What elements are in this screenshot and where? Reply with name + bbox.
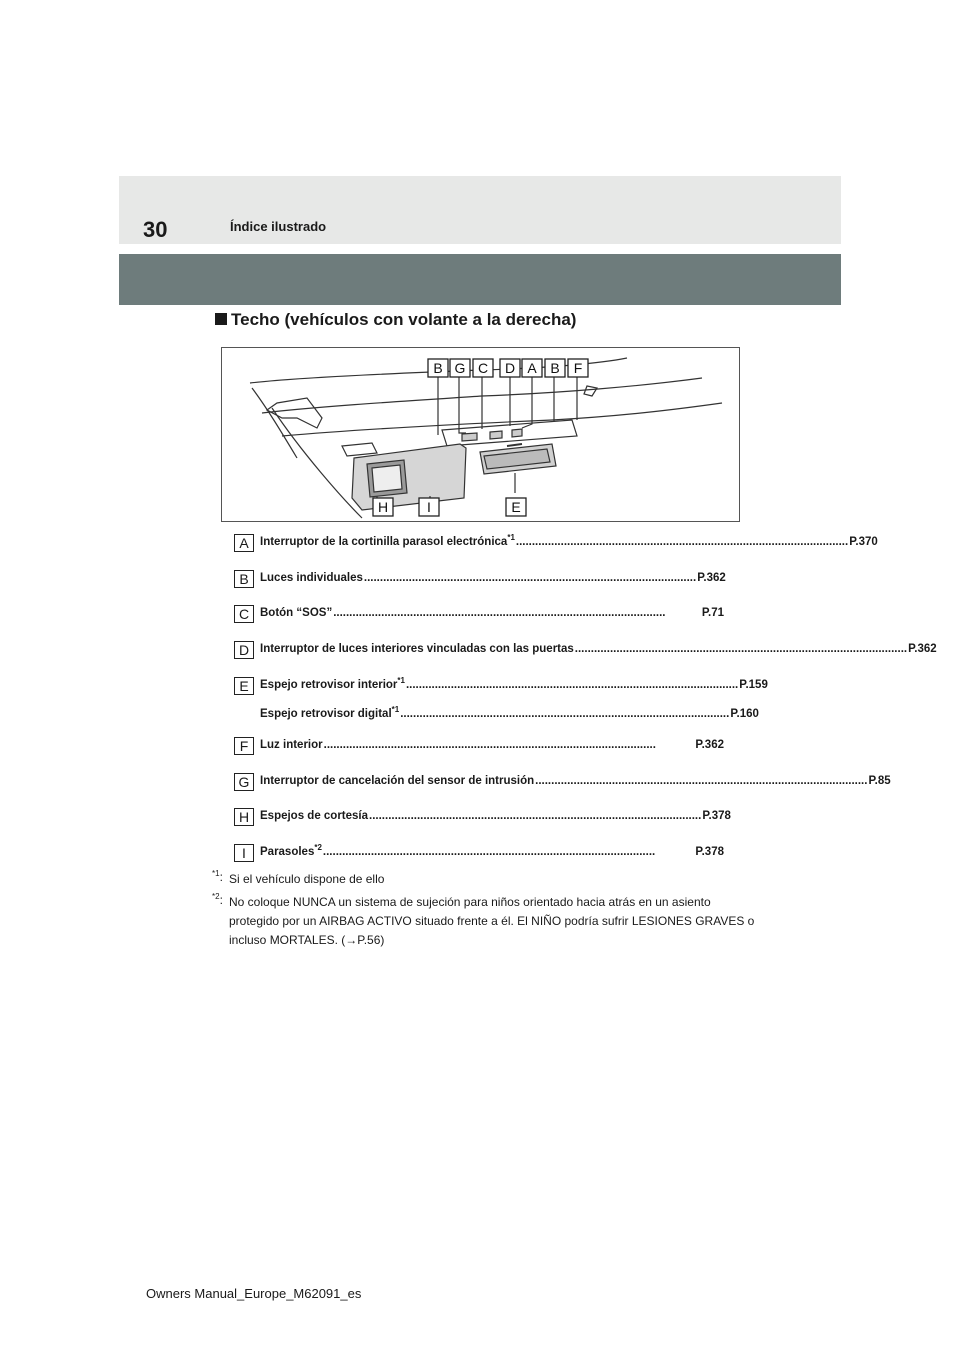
page-reference-link[interactable]: P.362: [695, 739, 724, 751]
entry-letter: G: [234, 773, 254, 791]
entry-g: [234, 773, 891, 793]
entry-letter: C: [234, 605, 254, 623]
leader-dots: ........................................................................................................: [535, 775, 868, 787]
entry-f: [234, 737, 724, 757]
page-reference-link[interactable]: P.370: [849, 536, 878, 548]
page-number: 30: [143, 217, 168, 242]
entry-label: Espejo retrovisor digital$^{*1}$: [260, 705, 400, 720]
figure-label-e: E: [511, 499, 521, 515]
leader-dots: .......................................................................................................: [400, 708, 730, 720]
page-reference-link[interactable]: P.378: [695, 846, 724, 858]
figure-label-b1: B: [433, 360, 443, 376]
entry-label: Botón “SOS”: [260, 607, 333, 619]
entry-e-digital: [234, 705, 759, 726]
leader-dots: ........................................................................................................: [405, 679, 739, 691]
footer-manual-id: Owners Manual_Europe_M62091_es: [146, 1286, 362, 1301]
figure-label-g: G: [454, 360, 466, 376]
section-title: [215, 310, 576, 330]
entry-letter: I: [234, 844, 254, 862]
page-reference-link[interactable]: P.378: [702, 810, 731, 822]
section-band: [119, 254, 841, 305]
entry-e: [234, 676, 768, 697]
entry-label: Luces individuales: [260, 572, 363, 584]
section-name: Índice ilustrado: [230, 219, 327, 234]
entry-label: Espejo retrovisor interior$^{*1}$: [260, 676, 405, 691]
entry-label: Luz interior: [260, 739, 323, 751]
figure-label-f: F: [573, 360, 583, 376]
leader-dots: ........................................................................................................: [574, 643, 908, 655]
figure-label-b2: B: [550, 360, 560, 376]
leader-dots: ........................................................................................................: [333, 607, 666, 619]
entry-label: Parasoles$^{*2}$: [260, 843, 322, 858]
entry-label: Interruptor de cancelación del sensor de intrusión: [260, 775, 535, 787]
figure-label-a: A: [527, 360, 537, 376]
page-reference-link[interactable]: P.362: [697, 572, 726, 584]
page-reference-link[interactable]: P.160: [730, 708, 759, 720]
page-reference-link[interactable]: P.362: [908, 643, 937, 655]
footnote-2: $^{*2}$: No coloque NUNCA un sistema de sujeción para niños orientado hacia atrás en un asiento protegido por un AIRBAG ACTIVO situado frente a él. El NIÑO podría sufrir LESIONES GRAVES o incluso MORTALES. (→P.56): [212, 893, 229, 907]
leader-dots: ........................................................................................................: [515, 536, 849, 548]
leader-dots: ........................................................................................................: [323, 739, 656, 751]
entry-letter: F: [234, 737, 254, 755]
roof-drawing: [222, 348, 739, 521]
section-title-text: Techo (vehículos con volante a la derecha): [231, 310, 577, 329]
page-reference-link[interactable]: P.159: [739, 679, 768, 691]
entry-a: [234, 533, 878, 554]
leader-dots: ........................................................................................................: [322, 846, 656, 858]
entry-letter: B: [234, 570, 254, 588]
figure-label-c: C: [477, 360, 489, 376]
leader-dots: ........................................................................................................: [363, 572, 697, 584]
footnote-text: Si el vehículo dispone de ello: [229, 872, 385, 886]
entry-h: [234, 808, 731, 828]
entry-letter: E: [234, 677, 254, 695]
entry-letter: H: [234, 808, 254, 826]
figure-label-i: I: [427, 499, 431, 515]
leader-dots: ........................................................................................................: [369, 810, 702, 822]
footnote-text: No coloque NUNCA un sistema de sujeción para niños orientado hacia atrás en un asiento protegido por un AIRBAG ACTIVO situado frente a él. El NIÑO podría sufrir LESIONES GRAVES o incluso MORTALES. (→P.56): [229, 895, 755, 947]
footnote-mark: *1: [212, 869, 220, 878]
entry-label: Interruptor de luces interiores vinculadas con las puertas: [260, 643, 574, 655]
entry-i: [234, 844, 724, 864]
square-bullet-icon: [215, 313, 227, 325]
entry-letter: A: [234, 534, 254, 552]
page-reference-link[interactable]: P.85: [868, 775, 891, 787]
footnote-1: $^{*1}$: Si el vehículo dispone de ello: [212, 870, 229, 884]
roof-illustration: [221, 347, 740, 522]
footnote-mark: *2: [212, 892, 220, 901]
figure-label-h: H: [377, 499, 389, 515]
figure-label-d: D: [504, 360, 516, 376]
entry-d: [234, 641, 937, 661]
page-reference-link[interactable]: P.71: [701, 607, 724, 619]
entry-label: Espejos de cortesía: [260, 810, 369, 822]
entry-b: [234, 570, 724, 590]
header-band: [119, 176, 841, 244]
entry-letter: D: [234, 641, 254, 659]
entry-label: Interruptor de la cortinilla parasol electrónica$^{*1}$: [260, 533, 515, 548]
entry-c: [234, 605, 724, 625]
